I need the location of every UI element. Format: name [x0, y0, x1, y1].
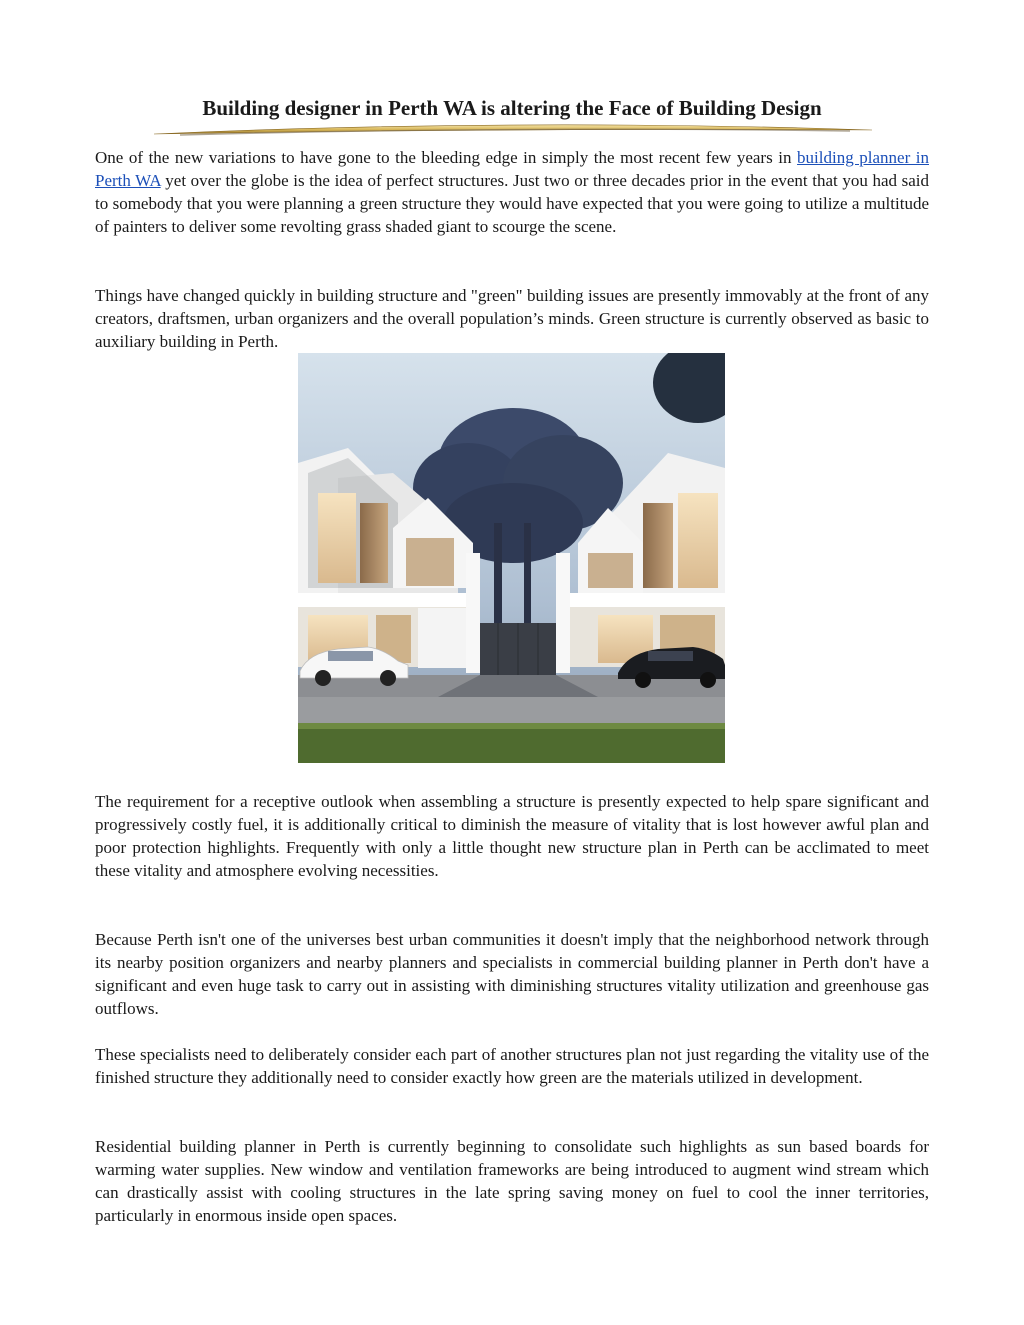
title-underline-decoration — [150, 120, 876, 140]
paragraph-intro-text-after: yet over the globe is the idea of perfect structures. Just two or three decades prior in the event that you had said to somebody that you were planning a green structure they would have expected that you were going to utilize a multitude of painters to deliver some revolting grass shaded giant to scourge the scene. — [95, 171, 929, 236]
paragraph-3: The requirement for a receptive outlook when assembling a structure is presently expected to help spare significant and progressively costly fuel, it is additionally critical to diminish the measure of vitality that is lost however awful plan and poor protection highlights. Frequently with only a little thought new structure plan in Perth can be acclimated to meet these vitality and atmosphere evolving necessities. — [95, 792, 929, 880]
paragraph-4: Because Perth isn't one of the universes best urban communities it doesn't imply that the neighborhood network through its nearby position organizers and nearby planners and specialists in commercial building planner in Perth don't have a significant and even huge task to carry out in assisting with diminishing structures vitality utilization and greenhouse gas outflows. — [95, 930, 929, 1018]
building-photo — [298, 353, 725, 763]
paragraph-intro — [95, 146, 929, 238]
paragraph-intro-text-before: One of the new variations to have gone to the bleeding edge in simply the most recent few years in — [95, 148, 798, 167]
building-planner-link[interactable]: building planner in Perth WA — [95, 148, 929, 190]
paragraph-2: Things have changed quickly in building structure and "green" building issues are presently immovably at the front of any creators, draftsmen, urban organizers and the overall population’s minds. Green structure is currently observed as basic to auxiliary building in Perth. — [95, 286, 929, 351]
paragraph-5: These specialists need to deliberately consider each part of another structures plan not just regarding the vitality use of the finished structure they additionally need to consider exactly how green are the materials utilized in development. — [95, 1045, 929, 1087]
paragraph-6: Residential building planner in Perth is currently beginning to consolidate such highlights as sun based boards for warming water supplies. New window and ventilation frameworks are being introduced to augment wind stream which can drastically assist with cooling structures in the late spring saving money on fuel to cool the inner territories, particularly in enormous inside open spaces. — [95, 1137, 929, 1225]
document-title: Building designer in Perth WA is altering the Face of Building Design — [202, 96, 822, 120]
